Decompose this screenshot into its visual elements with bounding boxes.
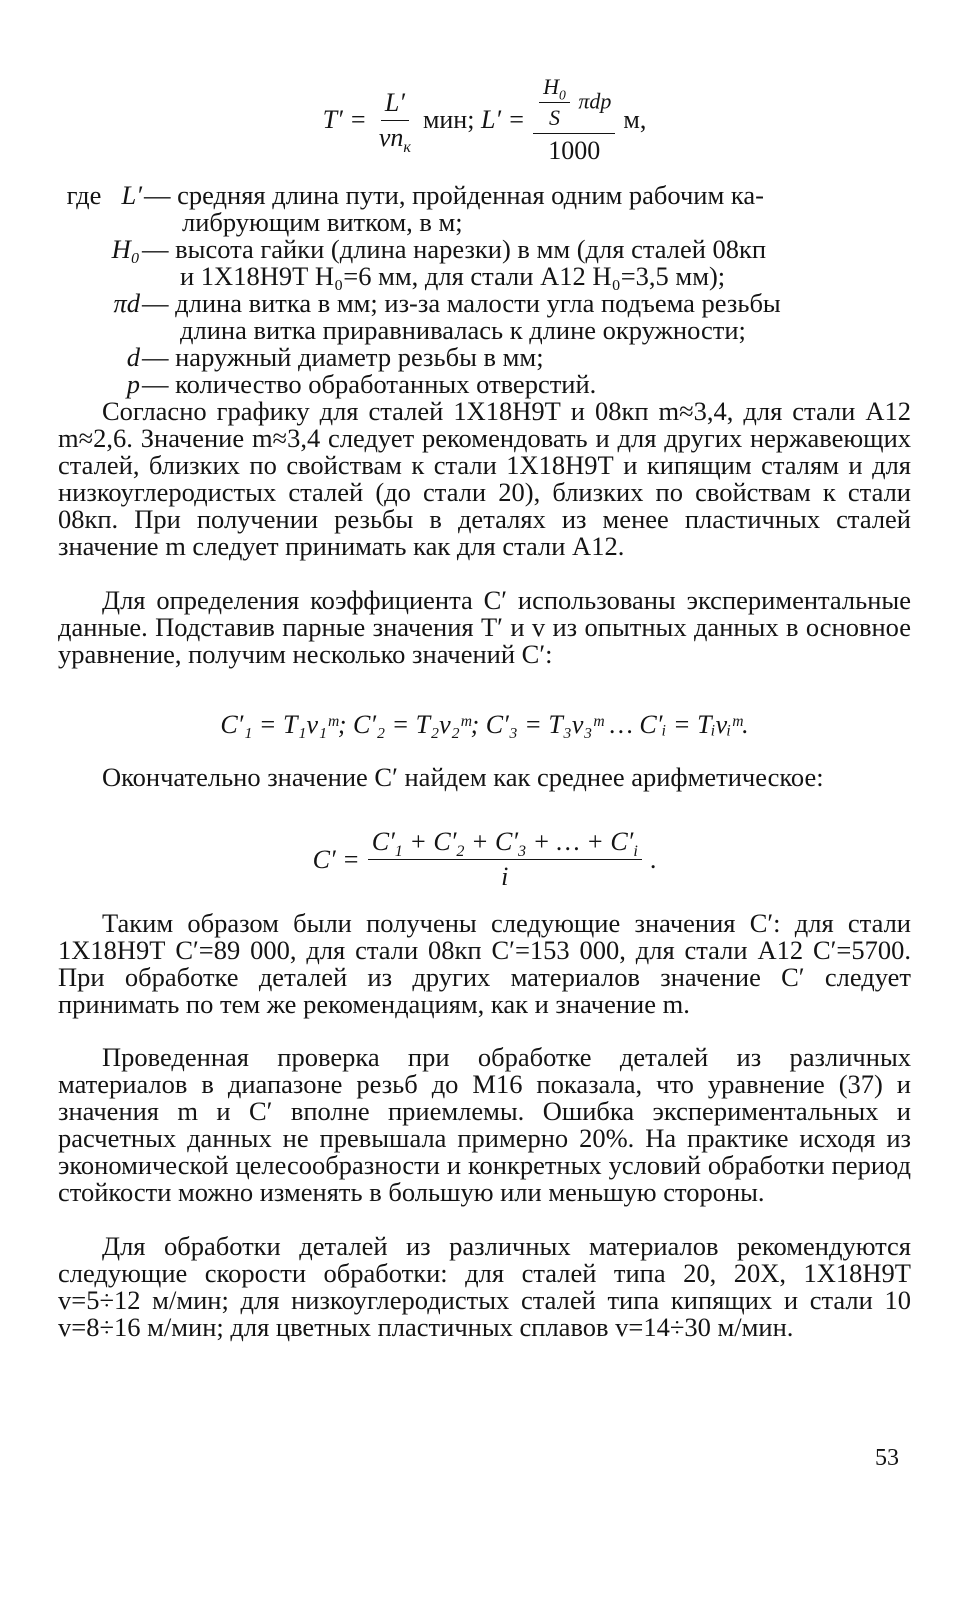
definition-term: d (126, 342, 140, 372)
formula-top: T′ = $\frac{L'}{vn_к}$ мин; L′ = $\frac{H_0}{S}$ πdp 1000 м, (322, 74, 647, 165)
page-number: 53 (875, 1445, 899, 1471)
paragraph-c-mean: Окончательно значение C′ найдем как среднее арифметическое: (102, 762, 824, 792)
definition-line: — длина витка в мм; из-за малости угла подъема резьбы (142, 288, 781, 318)
formula-c-values: C′₁ = T₁v₁ᵐ; C′₂ = T₂v₂ᵐ; C′₃ = T₃v₃ᵐ … C′ᵢ = Tᵢvᵢᵐ. (220, 710, 749, 739)
definition-term: H₀ (111, 234, 140, 264)
formula-c-mean: C′ = $\frac{C'_1 + C'_2 + C'_3 + \dots + C'_i}{i}$ . (312, 827, 657, 891)
definition-line: — количество обработанных отверстий. (142, 369, 597, 399)
definition-line: — высота гайки (длина нарезки) в мм (для сталей 08кп (142, 234, 767, 264)
definition-item (58, 236, 911, 290)
definition-line: длина витка приравнивалась к длине окружности; (180, 315, 746, 345)
definition-line: либрующим витком, в м; (182, 207, 463, 237)
definition-term: πd (113, 288, 140, 318)
definition-line: и 1Х18Н9Т H₀=6 мм, для стали А12 H₀=3,5 мм); (180, 261, 726, 291)
definitions-list (58, 182, 911, 398)
definition-item: где L′ — средняя длина пути, пройденная одним рабочим ка- либрующим витком, в м; (58, 182, 911, 236)
paragraph-verification: Проведенная проверка при обработке деталей из различных материалов в диапазоне резьб до М16 показала, что уравнение (37) и значения m и C′ вполне приемлемы. Ошибка экспериментальных и расчетных данных не превышала примерно 20%. На практике исходя из экономической целесообразности и конкретных условий обработки период стойкости можно изменять в большую или меньшую стороны. (58, 1042, 911, 1207)
definition-term: L′ (121, 180, 142, 210)
definition-line: — наружный диаметр резьбы в мм; (142, 342, 544, 372)
paragraph-c-results: Таким образом были получены следующие значения C′: для стали 1Х18Н9Т C′=89 000, для стали 08кп C′=153 000, для стали А12 C′=5700. При обработке деталей из других материалов значение C′ следует принимать по тем же рекомендациям, как и значение m. (58, 907, 911, 1019)
paragraph-speeds: Для обработки деталей из различных материалов рекомендуются следующие скорости обработки: для сталей типа 20, 20Х, 1Х18Н9Т v=5÷12 м/мин; для низкоуглеродистых сталей типа кипящих и стали 10 v=8÷16 м/мин; для цветных пластичных сплавов v=14÷30 м/мин. (58, 1230, 911, 1342)
definition-item (58, 371, 911, 398)
paragraph-c-definition: Для определения коэффициента C′ использованы экспериментальные данные. Подставив парные значения T′ и v из опытных данных в основное уравнение, получим несколько значений C′: (58, 584, 911, 669)
paragraph-m-values: Согласно графику для сталей 1Х18Н9Т и 08кп m≈3,4, для стали А12 m≈2,6. Значение m≈3,4 следует рекомендовать и для других нержавеющих сталей, близких по свойствам к стали 1Х18Н9Т и кипящим сталям и для низкоуглеродистых сталей (до стали 20), близких по свойствам к стали 08кп. При получении резьбы в деталях из менее пластичных сталей значение m следует принимать как для стали А12. (58, 396, 911, 561)
definition-term: p (126, 369, 140, 399)
definition-line: — средняя длина пути, пройденная одним рабочим ка- (144, 180, 764, 210)
definition-item (58, 290, 911, 344)
definition-item (58, 344, 911, 371)
